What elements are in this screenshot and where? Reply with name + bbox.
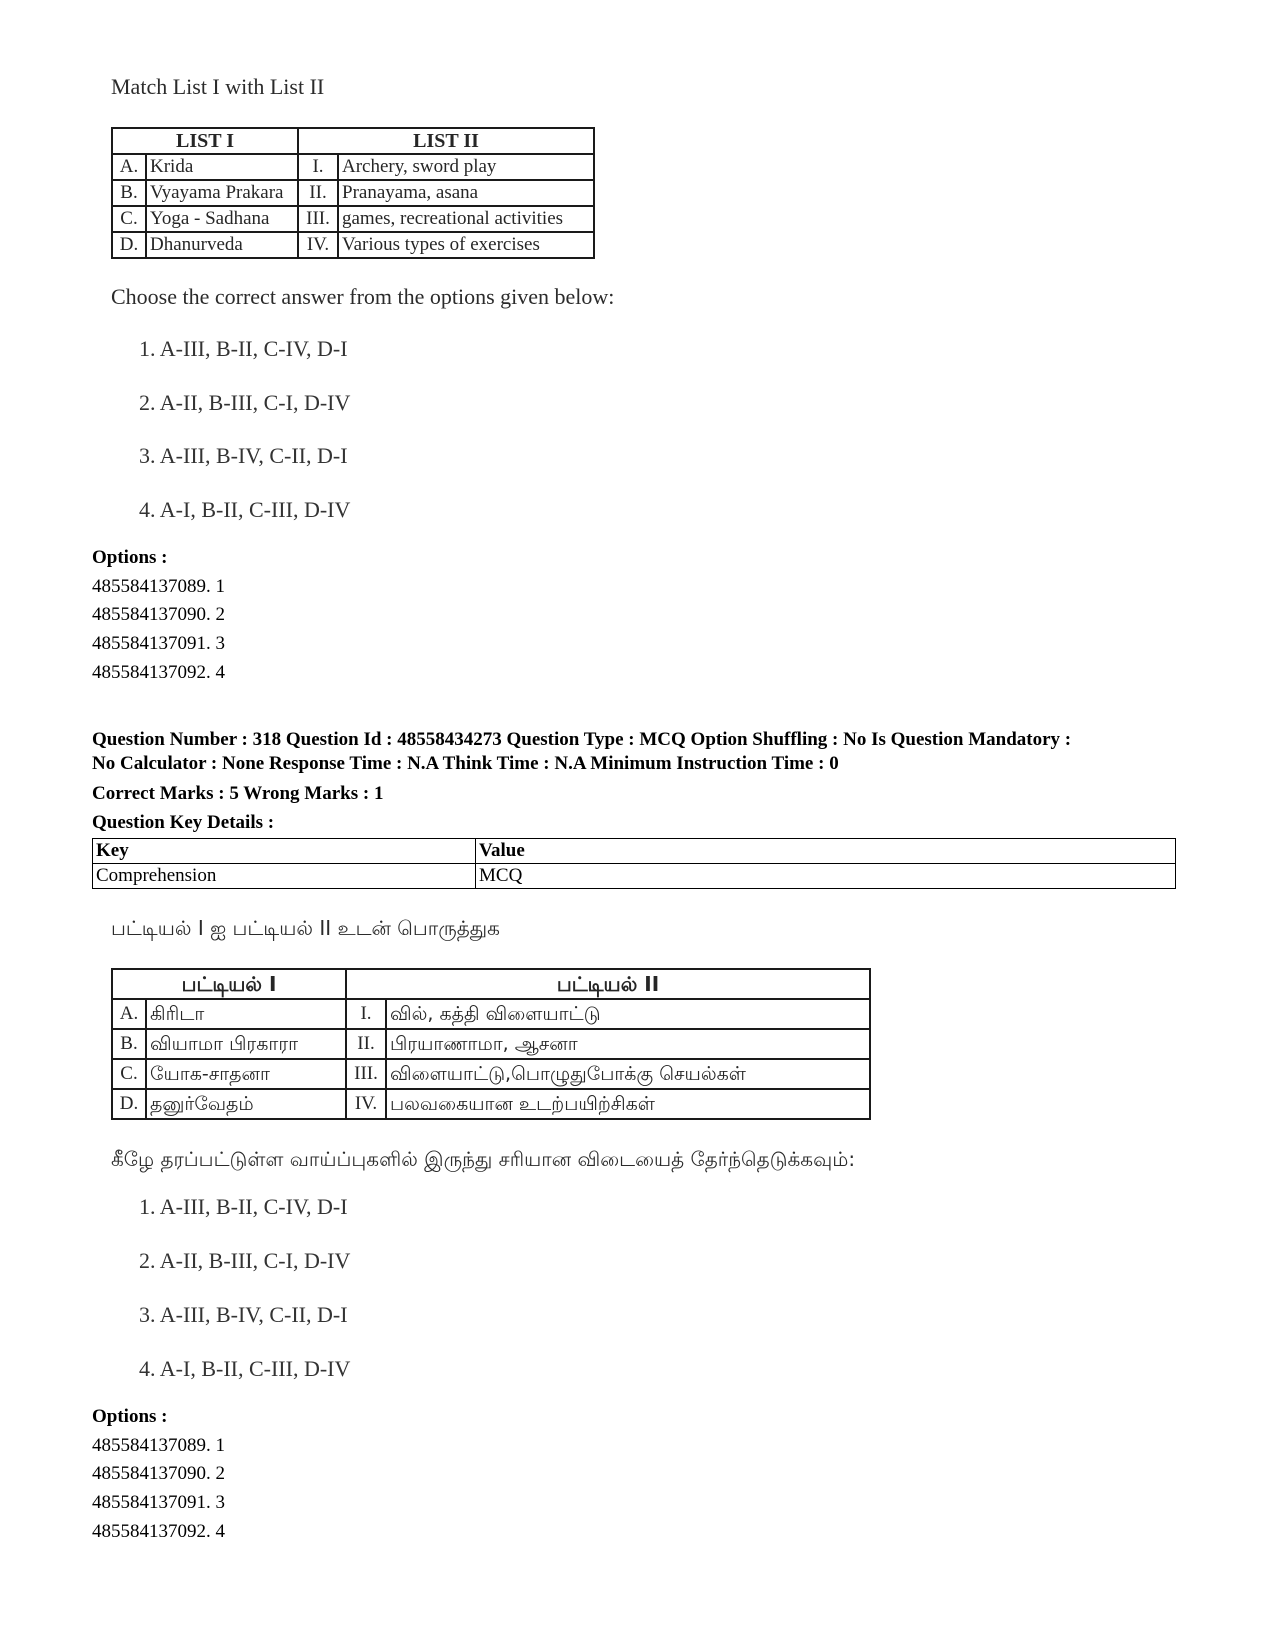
key-cell: Comprehension xyxy=(93,864,476,889)
list2-header: LIST II xyxy=(298,128,594,154)
row-numeral: IV. xyxy=(298,232,338,258)
q1-match-table xyxy=(111,127,595,259)
q2-option-1: 485584137089. 1 xyxy=(92,1435,225,1456)
value-header: Value xyxy=(476,839,1176,864)
list2-item: Pranayama, asana xyxy=(338,180,594,206)
row-letter: C. xyxy=(112,206,146,232)
table-row xyxy=(112,154,594,180)
row-letter: D. xyxy=(112,1089,146,1119)
list1-item: Yoga - Sadhana xyxy=(146,206,298,232)
key-details-table xyxy=(92,838,1176,889)
q2-match-table xyxy=(111,968,871,1120)
table-row xyxy=(112,206,594,232)
value-cell: MCQ xyxy=(476,864,1176,889)
row-letter: C. xyxy=(112,1059,146,1089)
list2-item: games, recreational activities xyxy=(338,206,594,232)
q2-choice-4: 4. A-I, B-II, C-III, D-IV xyxy=(139,1356,351,1381)
list2-item: விளையாட்டு,பொழுதுபோக்கு செயல்கள் xyxy=(386,1059,870,1089)
table-row xyxy=(112,1059,870,1089)
list2-item: பலவகையான உடற்பயிற்சிகள் xyxy=(386,1089,870,1119)
q1-option-2: 485584137090. 2 xyxy=(92,604,225,625)
q2-option-2: 485584137090. 2 xyxy=(92,1463,225,1484)
row-numeral: I. xyxy=(346,999,386,1029)
q2-option-3: 485584137091. 3 xyxy=(92,1492,225,1513)
q1-options-label: Options : xyxy=(92,547,168,568)
q2-choice-1: 1. A-III, B-II, C-IV, D-I xyxy=(139,1194,348,1219)
key-header: Key xyxy=(93,839,476,864)
row-letter: A. xyxy=(112,154,146,180)
q1-option-4: 485584137092. 4 xyxy=(92,662,225,683)
table-header-row xyxy=(112,969,870,999)
list1-header: பட்டியல் I xyxy=(112,969,346,999)
list2-item: வில், கத்தி விளையாட்டு xyxy=(386,999,870,1029)
list2-item: பிரயாணாமா, ஆசனா xyxy=(386,1029,870,1059)
list1-item: Krida xyxy=(146,154,298,180)
row-letter: A. xyxy=(112,999,146,1029)
question-meta-line1: Question Number : 318 Question Id : 48558434273 Question Type : MCQ Option Shuffling : No Is Question Mandatory : xyxy=(92,729,1072,750)
list1-item: தனுர்வேதம் xyxy=(146,1089,346,1119)
list1-item: Dhanurveda xyxy=(146,232,298,258)
q2-intro: பட்டியல் I ஐ பட்டியல் II உடன் பொருத்துக xyxy=(111,916,500,940)
list2-header: பட்டியல் II xyxy=(346,969,870,999)
row-numeral: III. xyxy=(298,206,338,232)
list1-header: LIST I xyxy=(112,128,298,154)
q1-intro: Match List I with List II xyxy=(111,74,325,99)
row-numeral: IV. xyxy=(346,1089,386,1119)
list1-item: கிரிடா xyxy=(146,999,346,1029)
table-row xyxy=(112,999,870,1029)
table-row xyxy=(112,1089,870,1119)
list1-item: Vyayama Prakara xyxy=(146,180,298,206)
q1-prompt: Choose the correct answer from the options given below: xyxy=(111,284,615,309)
q1-choice-4: 4. A-I, B-II, C-III, D-IV xyxy=(139,497,351,522)
row-letter: B. xyxy=(112,1029,146,1059)
q2-choice-2: 2. A-II, B-III, C-I, D-IV xyxy=(139,1248,351,1273)
q2-option-4: 485584137092. 4 xyxy=(92,1521,225,1542)
table-header-row xyxy=(112,128,594,154)
row-numeral: III. xyxy=(346,1059,386,1089)
q1-option-3: 485584137091. 3 xyxy=(92,633,225,654)
table-row xyxy=(93,839,1176,864)
list2-item: Archery, sword play xyxy=(338,154,594,180)
table-row xyxy=(112,1029,870,1059)
row-numeral: I. xyxy=(298,154,338,180)
q2-choice-3: 3. A-III, B-IV, C-II, D-I xyxy=(139,1302,348,1327)
q1-option-1: 485584137089. 1 xyxy=(92,576,225,597)
table-row xyxy=(93,864,1176,889)
q2-prompt: கீழே தரப்பட்டுள்ள வாய்ப்புகளில் இருந்து சரியான விடையைத் தேர்ந்தெடுக்கவும்: xyxy=(111,1147,856,1171)
row-numeral: II. xyxy=(346,1029,386,1059)
row-numeral: II. xyxy=(298,180,338,206)
list2-item: Various types of exercises xyxy=(338,232,594,258)
list1-item: யோக-சாதனா xyxy=(146,1059,346,1089)
q1-choice-1: 1. A-III, B-II, C-IV, D-I xyxy=(139,336,348,361)
table-row xyxy=(112,232,594,258)
q1-choice-3: 3. A-III, B-IV, C-II, D-I xyxy=(139,443,348,468)
key-details-label: Question Key Details : xyxy=(92,812,275,833)
q1-choice-2: 2. A-II, B-III, C-I, D-IV xyxy=(139,390,351,415)
row-letter: B. xyxy=(112,180,146,206)
row-letter: D. xyxy=(112,232,146,258)
question-meta-line2: No Calculator : None Response Time : N.A Think Time : N.A Minimum Instruction Time : 0 xyxy=(92,753,839,774)
q2-options-label: Options : xyxy=(92,1406,168,1427)
table-row xyxy=(112,180,594,206)
marks-line: Correct Marks : 5 Wrong Marks : 1 xyxy=(92,783,384,804)
list1-item: வியாமா பிரகாரா xyxy=(146,1029,346,1059)
